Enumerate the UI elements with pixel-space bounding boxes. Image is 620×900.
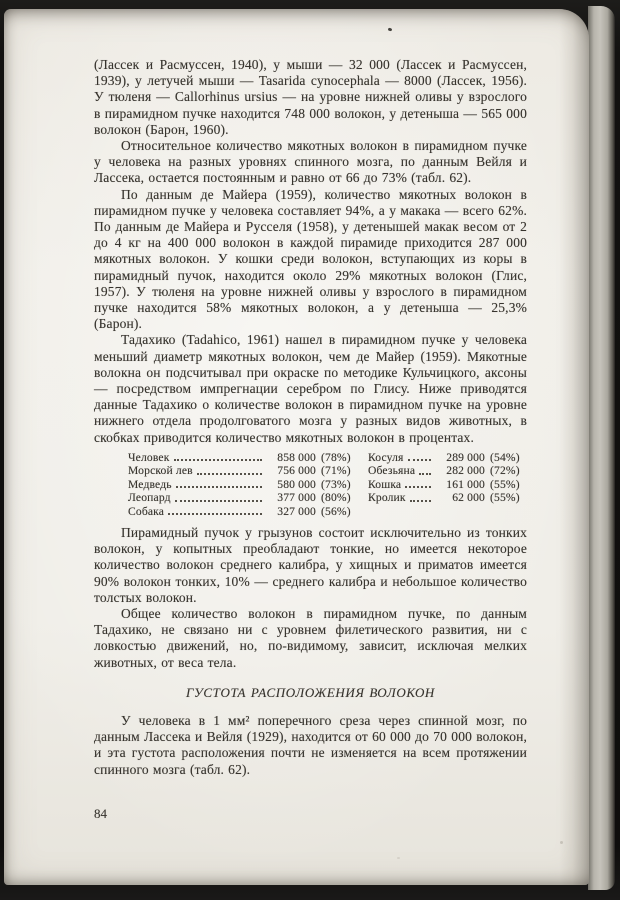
fiber-count: 756 000 xyxy=(277,464,316,478)
dot-leader xyxy=(197,473,262,475)
page-number: 84 xyxy=(94,806,107,821)
fiber-count: 858 000 xyxy=(277,450,316,464)
dot-leader xyxy=(410,500,431,502)
fiber-animal: Леопард xyxy=(128,491,171,505)
fiber-count-column-right xyxy=(368,451,527,518)
scan-speck xyxy=(388,27,393,31)
fiber-animal: Кошка xyxy=(368,477,402,491)
dot-leader xyxy=(419,473,431,475)
book-page xyxy=(4,9,589,885)
paragraph: Пирамидный пучок у грызунов состоит исключительно из тонких волокон, у копытных преобладают тонкие, но имеется некоторое количество волокон среднего калибра, у хищных и приматов имеется 90% волокон тонких, 10% — среднего калибра и небольшое количество толстых волокон. xyxy=(94,524,527,605)
fiber-row xyxy=(128,478,358,491)
paragraph: Общее количество волокон в пирамидном пучке, по данным Тадахико, не связано ни с уровнем филетического развития, ни с ловкостью движений, но, по-видимому, зависит, исключая мелких животных, от веса тела. xyxy=(94,605,527,670)
fiber-row xyxy=(128,505,358,518)
dot-leader xyxy=(175,500,262,502)
dot-leader xyxy=(408,459,431,461)
fiber-percent: (73%) xyxy=(321,477,351,491)
text-block xyxy=(94,57,527,778)
fiber-percent: (78%) xyxy=(321,450,351,464)
fiber-count: 289 000 xyxy=(446,450,485,464)
fiber-count: 282 000 xyxy=(446,464,485,478)
scan-speck xyxy=(397,857,400,859)
fiber-count-list xyxy=(94,451,527,518)
fiber-row xyxy=(128,491,358,504)
fiber-animal: Косуля xyxy=(368,450,404,464)
fiber-animal: Человек xyxy=(128,450,170,464)
next-page-edge xyxy=(588,6,615,890)
fiber-row xyxy=(368,478,527,491)
fiber-animal: Морской лев xyxy=(128,464,193,478)
fiber-percent: (55%) xyxy=(490,477,520,491)
dot-leader xyxy=(168,513,262,515)
fiber-count: 62 000 xyxy=(452,491,485,505)
scan-speck xyxy=(560,841,563,844)
dot-leader xyxy=(405,486,431,488)
paragraph: Относительное количество мякотных волокон в пирамидном пучке у человека на разных уровнях спинного мозга, по данным Вейля и Лассека, остается постоянным и равно от 66 до 73% (табл. 62). xyxy=(94,138,527,186)
fiber-percent: (71%) xyxy=(321,464,351,478)
fiber-row xyxy=(368,464,527,477)
fiber-count: 377 000 xyxy=(277,491,316,505)
fiber-animal: Собака xyxy=(128,504,165,518)
fiber-percent: (54%) xyxy=(490,450,520,464)
fiber-row xyxy=(128,464,358,477)
paragraph: У человека в 1 мм² поперечного среза через спинной мозг, по данным Лассека и Вейля (1929), находится от 60 000 до 70 000 волокон, и эта густота расположения почти не изменяется на всем протяжении спинного мозга (табл. 62). xyxy=(94,712,527,777)
fiber-percent: (55%) xyxy=(490,491,520,505)
fiber-row xyxy=(128,451,358,464)
fiber-percent: (56%) xyxy=(321,504,351,518)
fiber-percent: (72%) xyxy=(490,464,520,478)
fiber-animal: Обезьяна xyxy=(368,464,416,478)
fiber-percent: (80%) xyxy=(321,491,351,505)
fiber-row xyxy=(368,491,527,504)
fiber-count: 161 000 xyxy=(446,477,485,491)
paragraph: По данным де Майера (1959), количество мякотных волокон в пирамидном пучке у человека составляет 94%, а у макака — всего 62%. По данным де Майера и Русселя (1958), у детенышей макак весом от 2 до 4 кг на 400 000 волокон в каждой пирамиде приходится 287 000 мякотных волокон. У кошки среди волокон, вступающих из коры в пирамидный пучок, находится около 29% мякотных волокон (Глис, 1957). У тюленя на уровне нижней оливы у взрослого в пирамидном пучке находится 58% мякотных волокон, а у детеныша — 25,3% (Барон). xyxy=(94,186,527,332)
fiber-count: 580 000 xyxy=(277,477,316,491)
fiber-count: 327 000 xyxy=(277,504,316,518)
paragraph: Тадахико (Tadahico, 1961) нашел в пирамидном пучке у человека меньший диаметр мякотных волокон, чем де Майер (1959). Мякотные волокна он подсчитывал при окраске по методике Кульчицкого, аксоны — посредством импрегнации серебром по Глису. Ниже приводятся данные Тадахико о количестве волокон в пирамидном пучке на уровне нижнего отдела продолговатого мозга у разных видов животных, в скобках приводится количество мякотных волокон в процентах. xyxy=(94,332,527,445)
paragraph: (Лассек и Расмуссен, 1940), у мыши — 32 000 (Лассек и Расмуссен, 1939), у летучей мыши — Tasarida cynocephala — 8000 (Лассек, 1956). У тюленя — Callorhinus ursius — на уровне нижней оливы у взрослого в пирамидном пучке находится 748 000 волокон, у детеныша — 565 000 волокон (Барон, 1960). xyxy=(94,57,527,137)
fiber-animal: Медведь xyxy=(128,477,172,491)
section-heading: ГУСТОТА РАСПОЛОЖЕНИЯ ВОЛОКОН xyxy=(186,684,435,700)
fiber-row xyxy=(368,451,527,464)
fiber-count-column-left xyxy=(128,451,358,518)
fiber-animal: Кролик xyxy=(368,491,406,505)
dot-leader xyxy=(174,459,263,461)
dot-leader xyxy=(176,486,262,488)
